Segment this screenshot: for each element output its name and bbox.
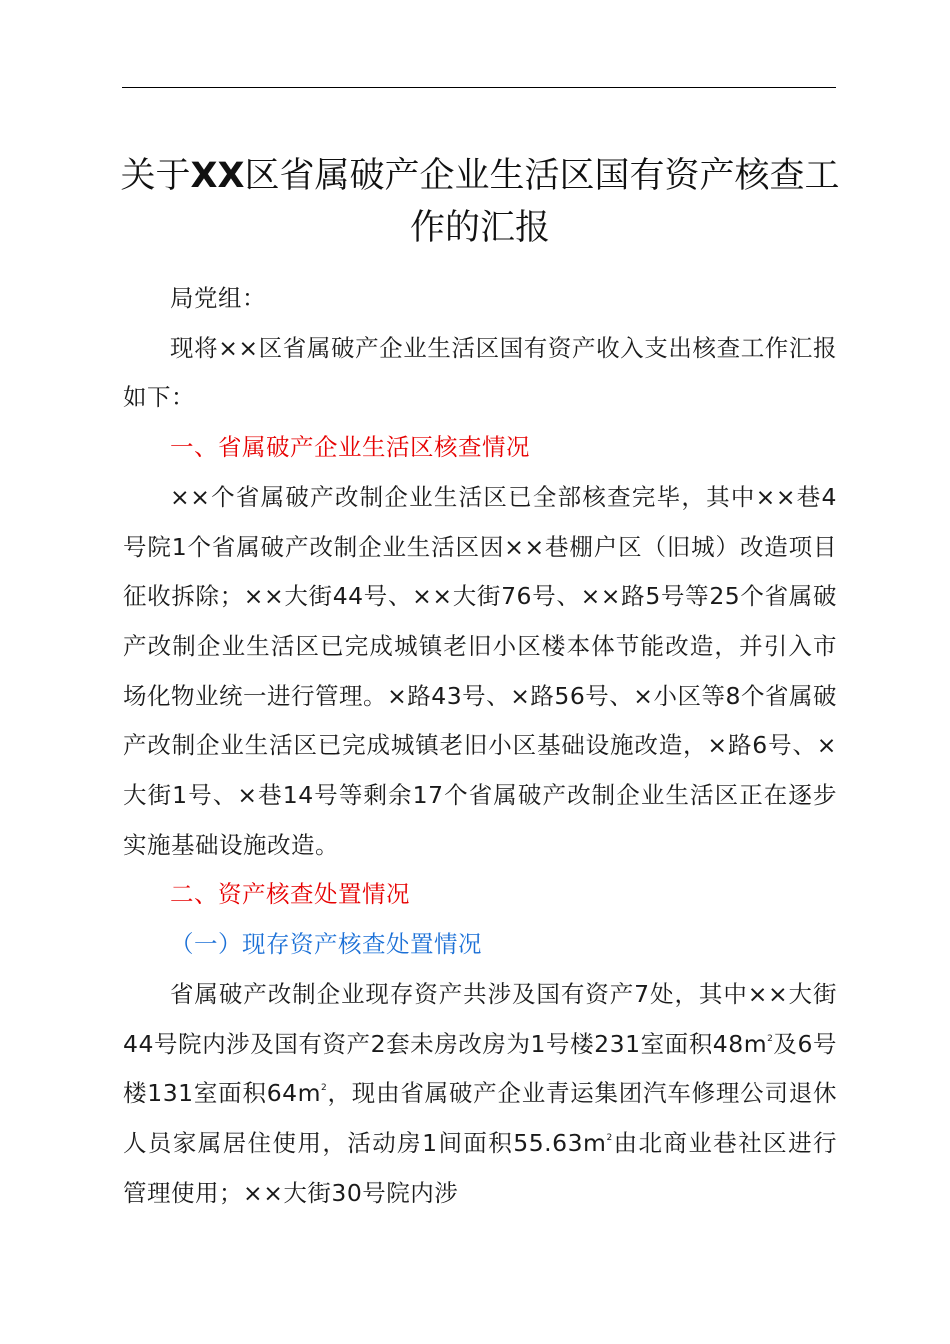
unit-sqm-2: $m^2$	[297, 1079, 328, 1108]
assets-paragraph	[123, 970, 837, 1219]
section1-heading: 一、省属破产企业生活区核查情况	[170, 433, 530, 462]
document-body	[123, 274, 837, 1218]
intro-paragraph: 现将××区省属破产企业生活区国有资产收入支出核查工作汇报如下：	[123, 333, 837, 412]
assets-text-d: 由北商业巷社区进行管理使用；××大街30号院内涉	[123, 1128, 837, 1207]
assets-text-a: 省属破产改制企业现存资产共涉及国有资产7处，其中××大街44号院内涉及国有资产2套未房改房为1号楼231室面积48	[123, 979, 837, 1058]
assets-text-b: 及6号楼131室面积64	[123, 1029, 838, 1108]
salutation: 局党组：	[170, 284, 266, 312]
section1-paragraph: ××个省属破产改制企业生活区已全部核查完毕，其中××巷4号院1个省属破产改制企业生活区因××巷棚户区（旧城）改造项目征收拆除；××大街44号、××大街76号、××路5号等25个省属破产改制企业生活区已完成城镇老旧小区楼本体节能改造，并引入市场化物业统一进行管理。×路43号、×路56号、×小区等8个省属破产改制企业生活区已完成城镇老旧小区基础设施改造，×路6号、×大街1号、×巷14号等剩余17个省属破产改制企业生活区正在逐步实施基础设施改造。	[123, 482, 837, 859]
unit-sqm-1: $m^2$	[743, 1029, 774, 1058]
title-rest: 区省属破产企业生活区国有资产核查工作的汇报	[244, 156, 840, 248]
assets-text-c: ，现由省属破产企业青运集团汽车修理公司退休人员家属居住使用，活动房1间面积55.63	[123, 1079, 837, 1157]
unit-sqm-3: $m^2$	[583, 1128, 613, 1157]
section2-heading: 二、资产核查处置情况	[170, 880, 410, 909]
title-xx: XX	[190, 156, 245, 196]
title-prefix: 关于	[120, 156, 191, 196]
subsection1-heading: （一）现存资产核查处置情况	[170, 930, 482, 959]
document-title	[110, 150, 850, 254]
header-rule	[122, 87, 836, 88]
